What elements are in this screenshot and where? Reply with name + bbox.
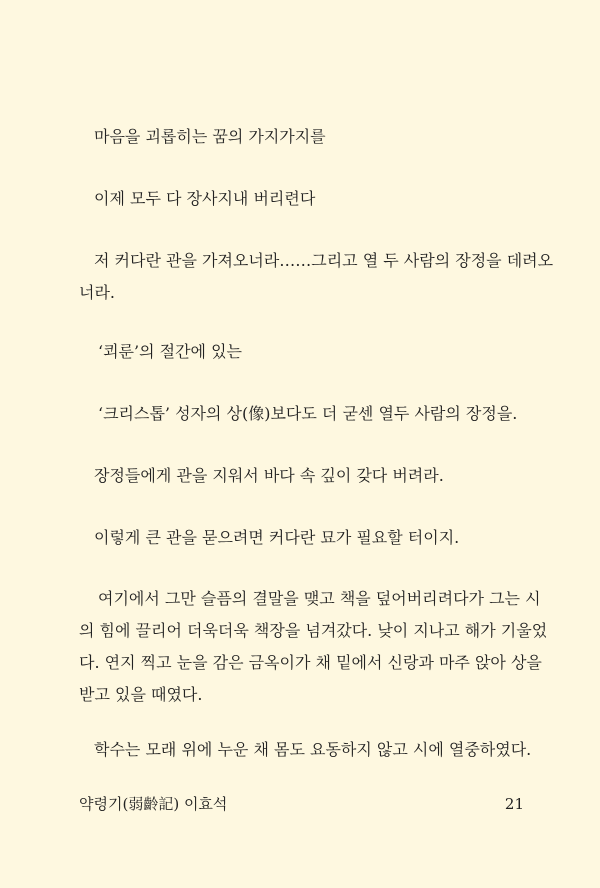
prose-line-2: 의 힘에 끌리어 더욱더욱 책장을 넘겨갔다. 낮이 지나고 해가 기울었 <box>79 621 548 640</box>
poem-line-4: ‘쾨룬’의 절간에 있는 <box>98 342 242 361</box>
poem-line-1: 마음을 괴롭히는 꿈의 가지가지를 <box>94 127 326 146</box>
prose-line-1: 여기에서 그만 슬픔의 결말을 맺고 책을 덮어버리려다가 그는 시 <box>98 589 541 608</box>
poem-line-3-cont: 너라. <box>79 283 115 302</box>
poem-line-2: 이제 모두 다 장사지내 버리련다 <box>94 189 316 208</box>
poem-line-5: ‘크리스톱’ 성자의 상(像)보다도 더 굳센 열두 사람의 장정을. <box>98 404 518 423</box>
poem-line-7: 이렇게 큰 관을 묻으려면 커다란 묘가 필요할 터이지. <box>94 528 460 547</box>
prose-line-5: 학수는 모래 위에 누운 채 몸도 요동하지 않고 시에 열중하였다. <box>94 740 532 759</box>
book-title: 약령기(弱齡記) 이효석 <box>79 795 228 813</box>
poem-line-6: 장정들에게 관을 지워서 바다 속 깊이 갖다 버려라. <box>94 466 444 485</box>
prose-line-4: 받고 있을 때였다. <box>79 685 203 704</box>
prose-line-3: 다. 연지 찍고 눈을 감은 금옥이가 채 밑에서 신랑과 마주 앉아 상을 <box>79 653 542 672</box>
poem-line-3: 저 커다란 관을 가져오너라……그리고 열 두 사람의 장정을 데려오 <box>94 251 554 270</box>
page-number: 21 <box>504 795 524 813</box>
page-footer <box>79 794 524 814</box>
